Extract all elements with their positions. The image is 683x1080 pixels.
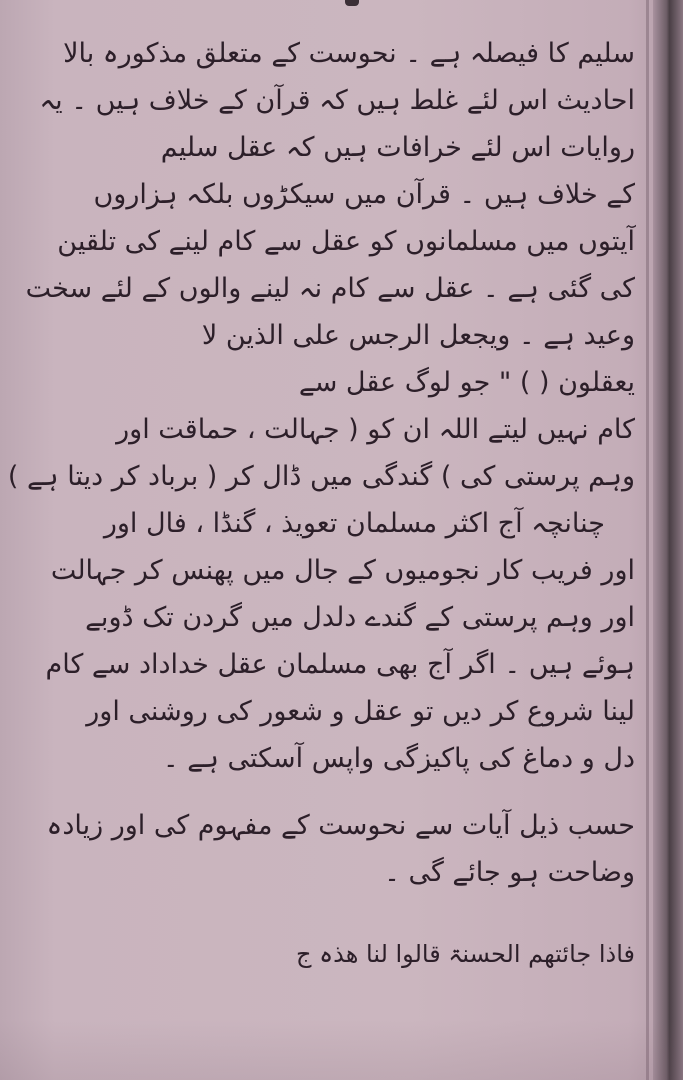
text-line-4: کے خلاف ہیں ۔ قرآن میں سیکڑوں بلکہ ہزاروں: [93, 179, 635, 210]
text-line-15: لینا شروع کر دیں تو عقل و شعور کی روشنی اور: [86, 696, 635, 727]
quranic-verse-line: فاذا جائتھم الحسنۃ قالوا لنا ھذہ ج: [295, 940, 635, 968]
text-line-6: کی گئی ہے ۔ عقل سے کام نہ لینے والوں کے لئے سخت: [25, 273, 635, 304]
text-line-10: وہم پرستی کی ) گندگی میں ڈال کر ( برباد کر دیتا ہے ): [7, 461, 635, 492]
book-binding-edge: [653, 0, 683, 1080]
text-line-18: وضاحت ہو جائے گی ۔: [384, 857, 635, 888]
text-line-12: اور فریب کار نجومیوں کے جال میں پھنس کر جہالت: [50, 555, 635, 586]
text-line-13: اور وہم پرستی کے گندے دلدل میں گردن تک ڈوبے: [85, 602, 635, 633]
text-line-17: حسب ذیل آیات سے نحوست کے مفہوم کی اور زیادہ: [46, 810, 635, 841]
text-line-7: وعید ہے ۔ ویجعل الرجس علی الذین لا: [201, 320, 635, 351]
page-bottom-shade: [0, 1020, 683, 1080]
text-line-9: کام نہیں لیتے اللہ ان کو ( جہالت ، حماقت اور: [116, 414, 635, 445]
text-line-1: سلیم کا فیصلہ ہے ۔ نحوست کے متعلق مذکورہ بالا: [63, 38, 635, 69]
paragraph-gap: [40, 782, 635, 802]
urdu-text-block: [7, 30, 635, 896]
binding-crease: [646, 0, 649, 1080]
text-line-8: یعقلون ( ) " جو لوگ عقل سے: [298, 367, 635, 398]
text-line-16: دل و دماغ کی پاکیزگی واپس آسکتی ہے ۔: [162, 743, 635, 774]
text-line-14: ہوئے ہیں ۔ اگر آج بھی مسلمان عقل خداداد سے کام: [45, 649, 635, 680]
text-line-2: احادیث اس لئے غلط ہیں کہ قرآن کے خلاف ہیں ۔ یہ: [39, 85, 635, 116]
text-line-11: چنانچہ آج اکثر مسلمان تعویذ ، گنڈا ، فال اور: [103, 508, 605, 539]
text-line-3: روایات اس لئے خرافات ہیں کہ عقل سلیم: [160, 132, 635, 163]
text-line-5: آیتوں میں مسلمانوں کو عقل سے کام لینے کی تلقین: [57, 226, 635, 257]
top-ink-mark: [345, 0, 359, 6]
